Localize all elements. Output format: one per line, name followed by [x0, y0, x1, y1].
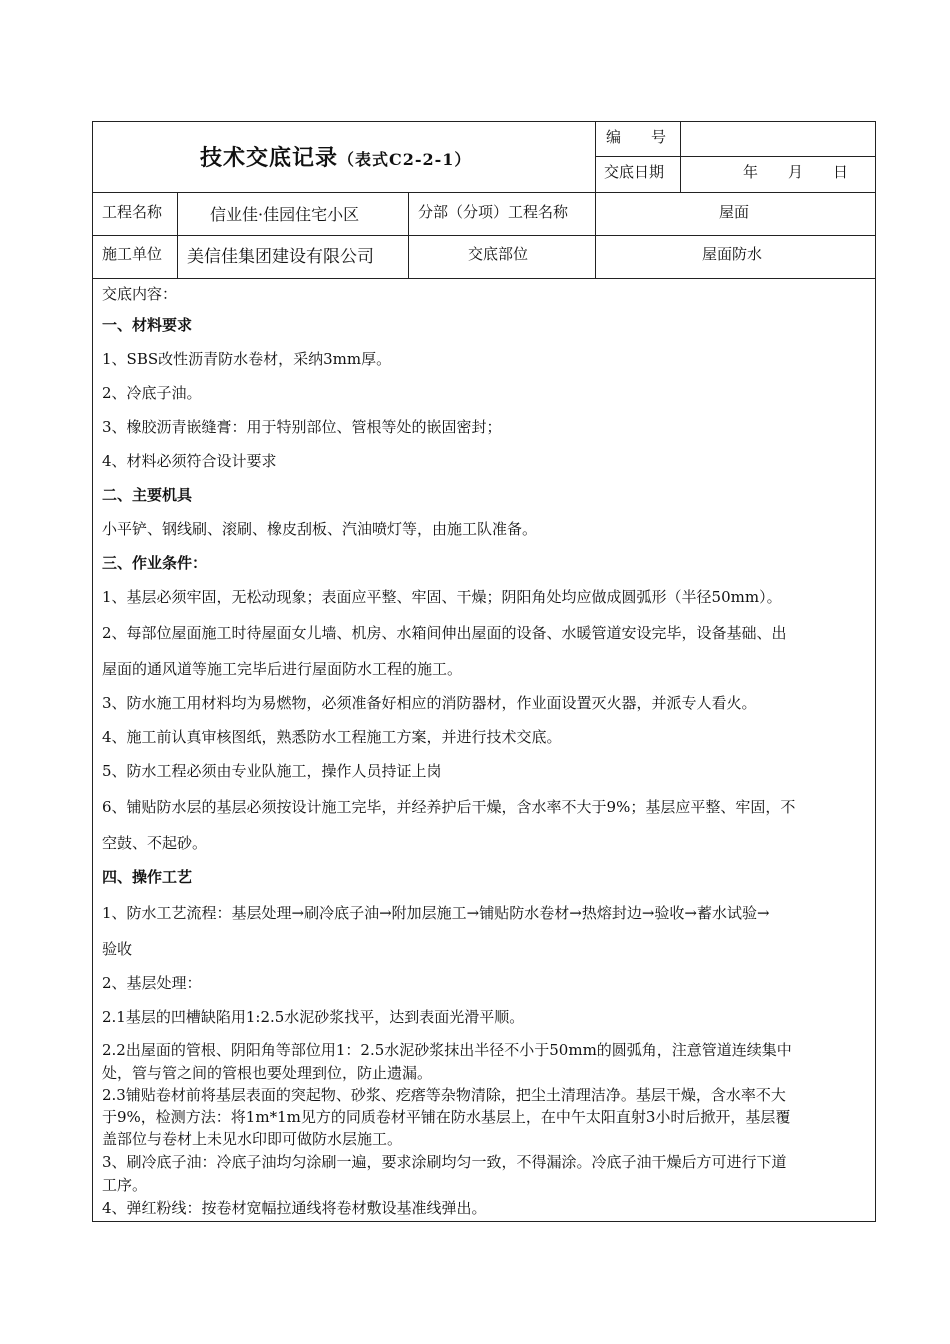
section-heading: 三、作业条件： — [102, 554, 208, 572]
content-line: 2.3铺贴卷材前将基层表面的突起物、砂浆、疙瘩等杂物清除，把尘土清理洁净。基层干燥，含水率不大 — [102, 1086, 786, 1104]
content-line: 1、基层必须牢固，无松动现象；表面应平整、牢固、干燥；阴阳角处均应做成圆弧形（半径50mm）。 — [102, 588, 782, 606]
row-divider — [595, 156, 876, 157]
content-line: 2、冷底子油。 — [102, 384, 202, 402]
section-heading: 二、主要机具 — [102, 486, 193, 504]
part-value: 屋面防水 — [702, 245, 763, 263]
subproject-label: 分部（分项）工程名称 — [418, 203, 569, 221]
content-line: 处，管与管之间的管根也要处理到位，防止遗漏。 — [102, 1064, 433, 1082]
subproject-value: 屋面 — [719, 203, 750, 221]
content-line: 5、防水工程必须由专业队施工，操作人员持证上岗 — [102, 762, 442, 780]
content-line: 4、材料必须符合设计要求 — [102, 452, 277, 470]
content-line: 验收 — [102, 940, 133, 958]
content-line: 小平铲、钢线刷、滚刷、橡皮刮板、汽油喷灯等，由施工队准备。 — [102, 520, 538, 538]
unit-label: 施工单位 — [102, 245, 163, 263]
date-value: 年 月 日 — [743, 163, 849, 181]
row-divider — [92, 235, 876, 236]
content-line: 3、防水施工用材料均为易燃物，必须准备好相应的消防器材，作业面设置灭火器，并派专人看火。 — [102, 694, 757, 712]
content-intro: 交底内容： — [102, 285, 178, 303]
content-line: 2.2出屋面的管根、阴阳角等部位用1：2.5水泥砂浆抹出半径不小于50mm的圆弧角，注意管道连续集中 — [102, 1041, 792, 1059]
content-line: 空鼓、不起砂。 — [102, 834, 208, 852]
part-label: 交底部位 — [468, 245, 529, 263]
content-line: 盖部位与卷材上未见水印即可做防水层施工。 — [102, 1130, 403, 1148]
col-divider — [177, 192, 178, 278]
row-divider — [92, 278, 876, 279]
col-divider — [408, 192, 409, 278]
form-code: （表式C2-2-1） — [338, 150, 472, 169]
date-label: 交底日期 — [604, 163, 665, 181]
content-line: 6、铺贴防水层的基层必须按设计施工完毕，并经养护后干燥，含水率不大于9%；基层应平整、牢固，不 — [102, 798, 796, 816]
content-line: 2、每部位屋面施工时待屋面女儿墙、机房、水箱间伸出屋面的设备、水暖管道安设完毕，设备基础、出 — [102, 624, 787, 642]
title-text: 技术交底记录 — [200, 145, 339, 171]
content-line: 1、防水工艺流程：基层处理→刷冷底子油→附加层施工→铺贴防水卷材→热熔封边→验收→蓄水试验→ — [102, 904, 770, 922]
disclosure-content — [102, 280, 870, 1220]
content-line: 3、刷冷底子油：冷底子油均匀涂刷一遍，要求涂刷均匀一致，不得漏涂。冷底子油干燥后方可进行下道 — [102, 1153, 787, 1171]
content-line: 于9%，检测方法：将1m*1m见方的同质卷材平铺在防水基层上，在中午太阳直射3小时后掀开，基层覆 — [102, 1108, 791, 1126]
unit-value: 美信佳集团建设有限公司 — [187, 247, 374, 267]
row-divider — [92, 192, 876, 193]
content-line: 屋面的通风道等施工完毕后进行屋面防水工程的施工。 — [102, 660, 463, 678]
number-label: 编 号 — [606, 128, 667, 146]
section-heading: 一、材料要求 — [102, 316, 193, 334]
content-line: 2、基层处理： — [102, 974, 202, 992]
project-name-value: 信业佳·佳园住宅小区 — [210, 205, 360, 224]
content-line: 4、弹红粉线：按卷材宽幅拉通线将卷材敷设基准线弹出。 — [102, 1199, 487, 1217]
document-title — [200, 141, 471, 172]
project-name-label: 工程名称 — [102, 203, 163, 221]
content-line: 3、橡胶沥青嵌缝膏：用于特别部位、管根等处的嵌固密封； — [102, 418, 502, 436]
section-heading: 四、操作工艺 — [102, 868, 193, 886]
content-line: 2.1基层的凹槽缺陷用1:2.5水泥砂浆找平，达到表面光滑平顺。 — [102, 1008, 525, 1026]
col-divider — [680, 121, 681, 192]
content-line: 1、SBS改性沥青防水卷材，采纳3mm厚。 — [102, 350, 392, 368]
col-divider — [595, 121, 596, 278]
content-line: 工序。 — [102, 1176, 148, 1194]
content-line: 4、施工前认真审核图纸，熟悉防水工程施工方案，并进行技术交底。 — [102, 728, 562, 746]
